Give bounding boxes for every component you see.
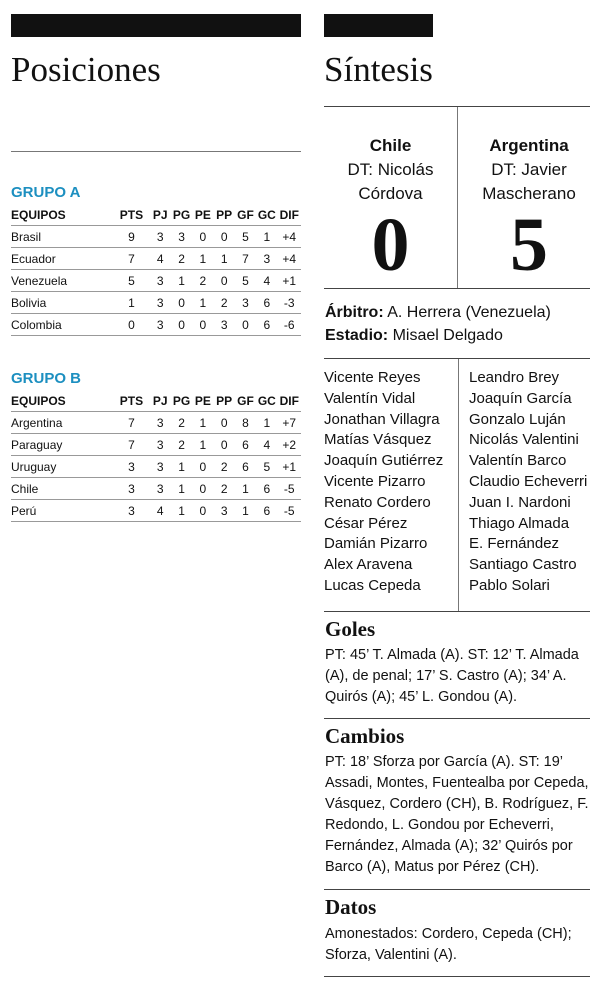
col-header: PJ xyxy=(152,394,168,408)
stat-cell: 1 xyxy=(235,500,256,522)
stat-cell: 0 xyxy=(171,314,192,336)
group-a-table xyxy=(11,205,301,336)
table-row xyxy=(11,314,301,336)
group-b-table xyxy=(11,391,301,522)
stat-cell: 2 xyxy=(171,434,192,456)
player-name: Joaquín García xyxy=(469,389,572,407)
stadium-value: Misael Delgado xyxy=(392,327,503,344)
stat-cell: 3 xyxy=(150,314,171,336)
col-header: PTS xyxy=(119,394,144,408)
table-row xyxy=(11,478,301,500)
team-cell: Chile xyxy=(11,478,113,500)
col-header: GF xyxy=(237,208,254,222)
stat-cell: 5 xyxy=(113,270,149,292)
stat-cell: 1 xyxy=(171,456,192,478)
player-name: Joaquín Gutiérrez xyxy=(324,452,444,470)
stat-cell: 1 xyxy=(192,248,213,270)
stat-cell: 1 xyxy=(171,478,192,500)
stat-cell: 1 xyxy=(214,248,235,270)
col-header: GC xyxy=(257,394,276,408)
col-header: EQUIPOS xyxy=(11,394,66,408)
stat-cell: 1 xyxy=(256,412,277,434)
summary-title: Síntesis xyxy=(324,50,433,89)
player-name: Nicolás Valentini xyxy=(469,431,579,449)
lineups-top-rule xyxy=(324,358,590,359)
stat-cell: 2 xyxy=(171,412,192,434)
stat-cell: +1 xyxy=(277,270,301,292)
player-name: Thiago Almada xyxy=(469,514,570,532)
stat-cell: +1 xyxy=(277,456,301,478)
player-name: Valentín Barco xyxy=(469,452,567,470)
home-lineup-list xyxy=(324,368,443,597)
away-lineup-list xyxy=(469,368,587,597)
col-header: PTS xyxy=(119,208,144,222)
player-name: Lucas Cepeda xyxy=(324,576,421,594)
referee-line xyxy=(325,304,551,322)
col-header: PE xyxy=(194,394,211,408)
stat-cell: 2 xyxy=(214,478,235,500)
away-team-name: Argentina xyxy=(489,136,569,155)
stat-cell: 4 xyxy=(150,248,171,270)
team-cell: Brasil xyxy=(11,226,113,248)
stat-cell: 4 xyxy=(256,270,277,292)
col-header: PJ xyxy=(152,208,168,222)
player-name: Pablo Solari xyxy=(469,576,550,594)
table-row xyxy=(11,412,301,434)
stat-cell: 0 xyxy=(214,434,235,456)
stat-cell: 3 xyxy=(113,478,149,500)
team-cell: Uruguay xyxy=(11,456,113,478)
right-header-bar xyxy=(324,14,433,37)
home-team-name: Chile xyxy=(369,136,412,155)
stat-cell: 0 xyxy=(214,270,235,292)
away-coach-line1: DT: Javier xyxy=(491,160,567,179)
stat-cell: 3 xyxy=(150,412,171,434)
data-heading: Datos xyxy=(325,895,377,919)
stat-cell: 1 xyxy=(192,292,213,314)
stat-cell: 1 xyxy=(171,500,192,522)
stat-cell: 5 xyxy=(256,456,277,478)
data-top-rule xyxy=(324,889,590,890)
col-header: DIF xyxy=(279,208,299,222)
player-name: E. Fernández xyxy=(469,535,560,553)
home-score: 0 xyxy=(371,203,410,287)
stat-cell: 1 xyxy=(192,434,213,456)
player-name: Jonathan Villagra xyxy=(324,410,440,428)
stat-cell: 0 xyxy=(192,478,213,500)
stadium-label: Estadio: xyxy=(325,327,389,344)
stat-cell: 1 xyxy=(256,226,277,248)
standings-top-rule xyxy=(11,151,301,152)
away-coach-line2: Mascherano xyxy=(482,184,576,203)
stat-cell: 4 xyxy=(256,434,277,456)
stat-cell: 0 xyxy=(192,500,213,522)
stat-cell: 3 xyxy=(150,456,171,478)
changes-text: PT: 18’ Sforza por García (A). ST: 19’ Assadi, Montes, Fuentealba por Cepeda, Vásquez, Cordero (CH), B. Rodríguez, F. Redondo, L. Gondou por Echeverri, Fernández, Almada (A); 32’ Quirós por Barco (A), Matus por Pérez (CH). xyxy=(325,754,589,875)
stat-cell: 0 xyxy=(235,314,256,336)
bottom-rule xyxy=(324,976,590,977)
stat-cell: 3 xyxy=(150,270,171,292)
stat-cell: 0 xyxy=(171,292,192,314)
group-b-title: GRUPO B xyxy=(11,370,82,387)
referee-value: A. Herrera (Venezuela) xyxy=(387,304,551,321)
team-cell: Perú xyxy=(11,500,113,522)
teams-bottom-rule xyxy=(324,288,590,289)
table-row xyxy=(11,226,301,248)
stat-cell: 3 xyxy=(113,456,149,478)
col-header: DIF xyxy=(279,394,299,408)
stat-cell: +4 xyxy=(277,226,301,248)
player-name: Leandro Brey xyxy=(469,369,560,386)
stat-cell: 1 xyxy=(171,270,192,292)
stat-cell: 3 xyxy=(150,478,171,500)
col-header: PP xyxy=(216,208,233,222)
player-name: Juan I. Nardoni xyxy=(469,493,571,511)
table-header-row xyxy=(11,391,301,412)
stat-cell: -5 xyxy=(277,500,301,522)
stat-cell: 6 xyxy=(235,456,256,478)
team-cell: Argentina xyxy=(11,412,113,434)
stat-cell: +7 xyxy=(277,412,301,434)
stadium-line xyxy=(325,327,503,345)
stat-cell: 3 xyxy=(150,434,171,456)
stat-cell: 0 xyxy=(113,314,149,336)
stat-cell: 3 xyxy=(150,226,171,248)
goals-text: PT: 45’ T. Almada (A). ST: 12’ T. Almada (A), de penal; 17’ S. Castro (A); 34’ A. Quirós (A); 45’ L. Gondou (A). xyxy=(325,647,579,705)
player-name: Vicente Pizarro xyxy=(324,472,426,490)
stat-cell: 3 xyxy=(171,226,192,248)
col-header: PP xyxy=(216,394,233,408)
col-header: GC xyxy=(257,208,276,222)
col-header: EQUIPOS xyxy=(11,208,66,222)
player-name: Vicente Reyes xyxy=(324,369,421,386)
table-row xyxy=(11,434,301,456)
stat-cell: 4 xyxy=(150,500,171,522)
stat-cell: 6 xyxy=(235,434,256,456)
changes-heading: Cambios xyxy=(325,724,405,748)
col-header: PG xyxy=(172,394,191,408)
stat-cell: 0 xyxy=(214,412,235,434)
stat-cell: 2 xyxy=(214,456,235,478)
stat-cell: 3 xyxy=(150,292,171,314)
stat-cell: 9 xyxy=(113,226,149,248)
team-cell: Venezuela xyxy=(11,270,113,292)
col-header: PE xyxy=(194,208,211,222)
stat-cell: 6 xyxy=(256,478,277,500)
stat-cell: 2 xyxy=(171,248,192,270)
stat-cell: 0 xyxy=(214,226,235,248)
player-name: Gonzalo Luján xyxy=(469,410,566,428)
table-row xyxy=(11,292,301,314)
stat-cell: 2 xyxy=(192,270,213,292)
stat-cell: 6 xyxy=(256,314,277,336)
group-a-title: GRUPO A xyxy=(11,184,81,201)
team-cell: Paraguay xyxy=(11,434,113,456)
stat-cell: 0 xyxy=(192,456,213,478)
player-name: Valentín Vidal xyxy=(324,389,416,407)
goals-top-rule xyxy=(324,611,590,612)
home-coach-line2: Córdova xyxy=(358,184,423,203)
table-row xyxy=(11,248,301,270)
col-header: GF xyxy=(237,394,254,408)
goals-heading: Goles xyxy=(325,617,376,641)
stat-cell: 6 xyxy=(256,292,277,314)
standings-title: Posiciones xyxy=(11,50,161,89)
table-row xyxy=(11,500,301,522)
stat-cell: -3 xyxy=(277,292,301,314)
player-name: Alex Aravena xyxy=(324,556,413,574)
stat-cell: 1 xyxy=(192,412,213,434)
stat-cell: 2 xyxy=(214,292,235,314)
player-name: Renato Cordero xyxy=(324,493,431,511)
stat-cell: 8 xyxy=(235,412,256,434)
stat-cell: 1 xyxy=(113,292,149,314)
stat-cell: -5 xyxy=(277,478,301,500)
stat-cell: 7 xyxy=(113,434,149,456)
player-name: Matías Vásquez xyxy=(324,431,432,449)
stat-cell: 0 xyxy=(192,226,213,248)
stat-cell: +2 xyxy=(277,434,301,456)
table-row xyxy=(11,270,301,292)
referee-label: Árbitro: xyxy=(325,304,384,321)
player-name: César Pérez xyxy=(324,514,408,532)
stat-cell: 3 xyxy=(256,248,277,270)
col-header: PG xyxy=(172,208,191,222)
player-name: Damián Pizarro xyxy=(324,535,428,553)
stat-cell: 7 xyxy=(235,248,256,270)
table-header-row xyxy=(11,205,301,226)
player-name: Claudio Echeverri xyxy=(469,472,588,490)
team-cell: Bolivia xyxy=(11,292,113,314)
team-cell: Ecuador xyxy=(11,248,113,270)
table-row xyxy=(11,456,301,478)
stat-cell: 3 xyxy=(235,292,256,314)
stat-cell: 1 xyxy=(235,478,256,500)
stat-cell: 3 xyxy=(214,314,235,336)
left-header-bar xyxy=(11,14,301,37)
away-score: 5 xyxy=(510,203,548,287)
home-coach-line1: DT: Nicolás xyxy=(347,160,434,179)
stat-cell: 6 xyxy=(256,500,277,522)
stat-cell: 7 xyxy=(113,412,149,434)
stat-cell: +4 xyxy=(277,248,301,270)
stat-cell: 3 xyxy=(113,500,149,522)
player-name: Santiago Castro xyxy=(469,556,577,574)
stat-cell: -6 xyxy=(277,314,301,336)
stat-cell: 5 xyxy=(235,270,256,292)
stat-cell: 7 xyxy=(113,248,149,270)
stat-cell: 3 xyxy=(214,500,235,522)
data-text: Amonestados: Cordero, Cepeda (CH); Sforza, Valentini (A). xyxy=(325,926,572,963)
changes-top-rule xyxy=(324,718,590,719)
stat-cell: 0 xyxy=(192,314,213,336)
stat-cell: 5 xyxy=(235,226,256,248)
team-cell: Colombia xyxy=(11,314,113,336)
lineups-divider xyxy=(458,359,459,611)
